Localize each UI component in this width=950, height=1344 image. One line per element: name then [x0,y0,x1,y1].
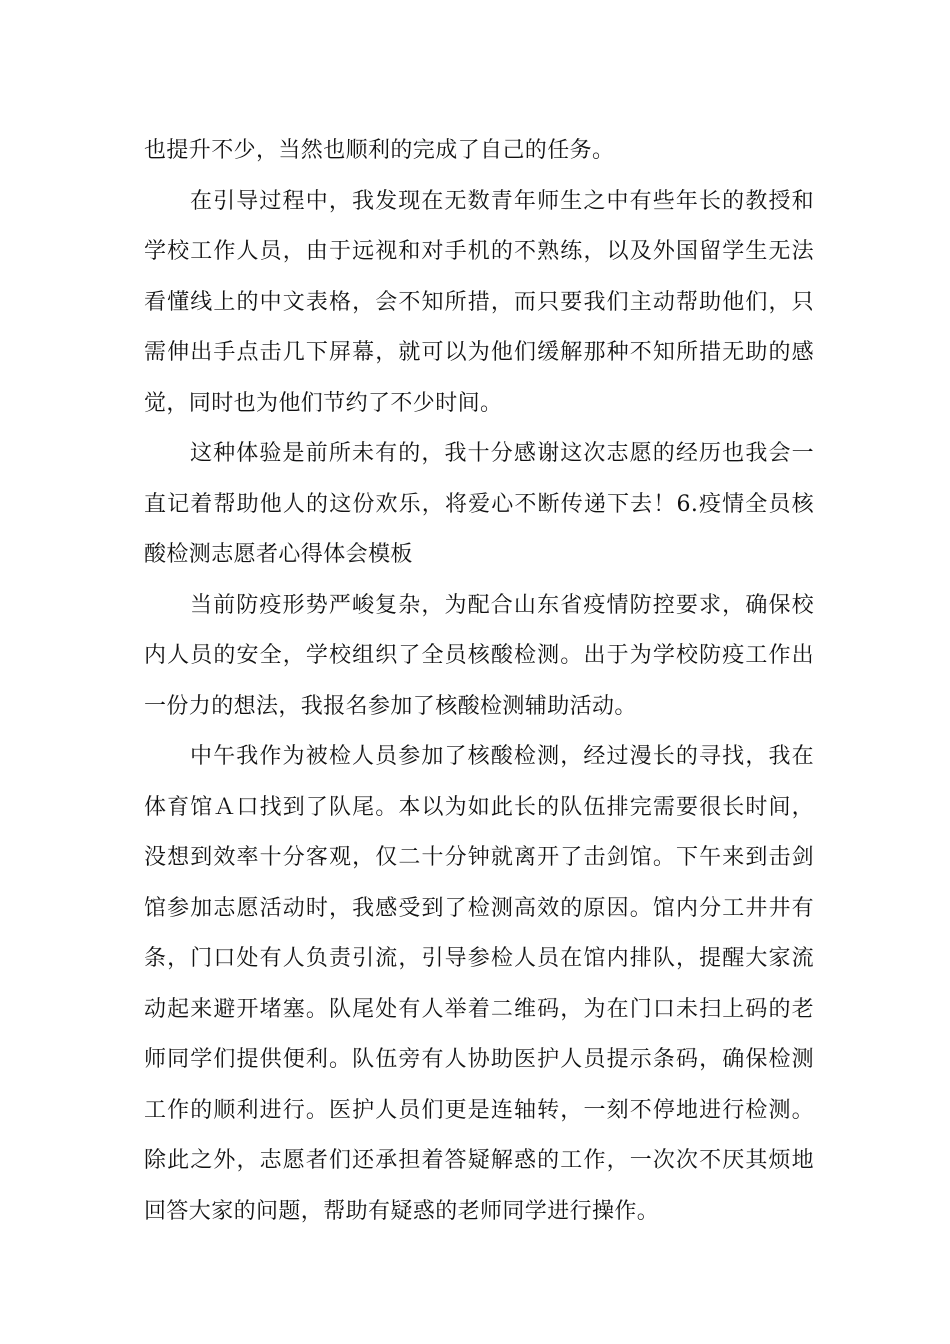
paragraph-testing-process: 中午我作为被检人员参加了核酸检测，经过漫长的寻找，我在体育馆Ａ口找到了队尾。本以为如此长的队伍排完需要很长时间，没想到效率十分客观，仅二十分钟就离开了击剑馆。下午来到击剑馆参加志愿活动时，我感受到了检测高效的原因。馆内分工井井有条，门口处有人负责引流，引导参检人员在馆内排队，提醒大家流动起来避开堵塞。队尾处有人举着二维码，为在门口未扫上码的老师同学们提供便利。队伍旁有人协助医护人员提示条码，确保检测工作的顺利进行。医护人员们更是连轴转，一刻不停地进行检测。除此之外，志愿者们还承担着答疑解惑的工作，一次次不厌其烦地回答大家的问题，帮助有疑惑的老师同学进行操作。 [144,744,814,1224]
paragraph-guidance: 在引导过程中，我发现在无数青年师生之中有些年长的教授和学校工作人员，由于远视和对手机的不熟练，以及外国留学生无法看懂线上的中文表格，会不知所措，而只要我们主动帮助他们，只需伸出手点击几下屏幕，就可以为他们缓解那种不知所措无助的感觉，同时也为他们节约了不少时间。 [144,188,814,416]
document-body [144,126,814,1237]
paragraph-experience: 这种体验是前所未有的，我十分感谢这次志愿的经历也我会一直记着帮助他人的这份欢乐，将爱心不断传递下去！6.疫情全员核酸检测志愿者心得体会模板 [144,441,814,567]
paragraph-epidemic-situation: 当前防疫形势严峻复杂，为配合山东省疫情防控要求，确保校内人员的安全，学校组织了全员核酸检测。出于为学校防疫工作出一份力的想法，我报名参加了核酸检测辅助活动。 [144,592,814,719]
paragraph-continuation: 也提升不少，当然也顺利的完成了自己的任务。 [144,138,615,163]
